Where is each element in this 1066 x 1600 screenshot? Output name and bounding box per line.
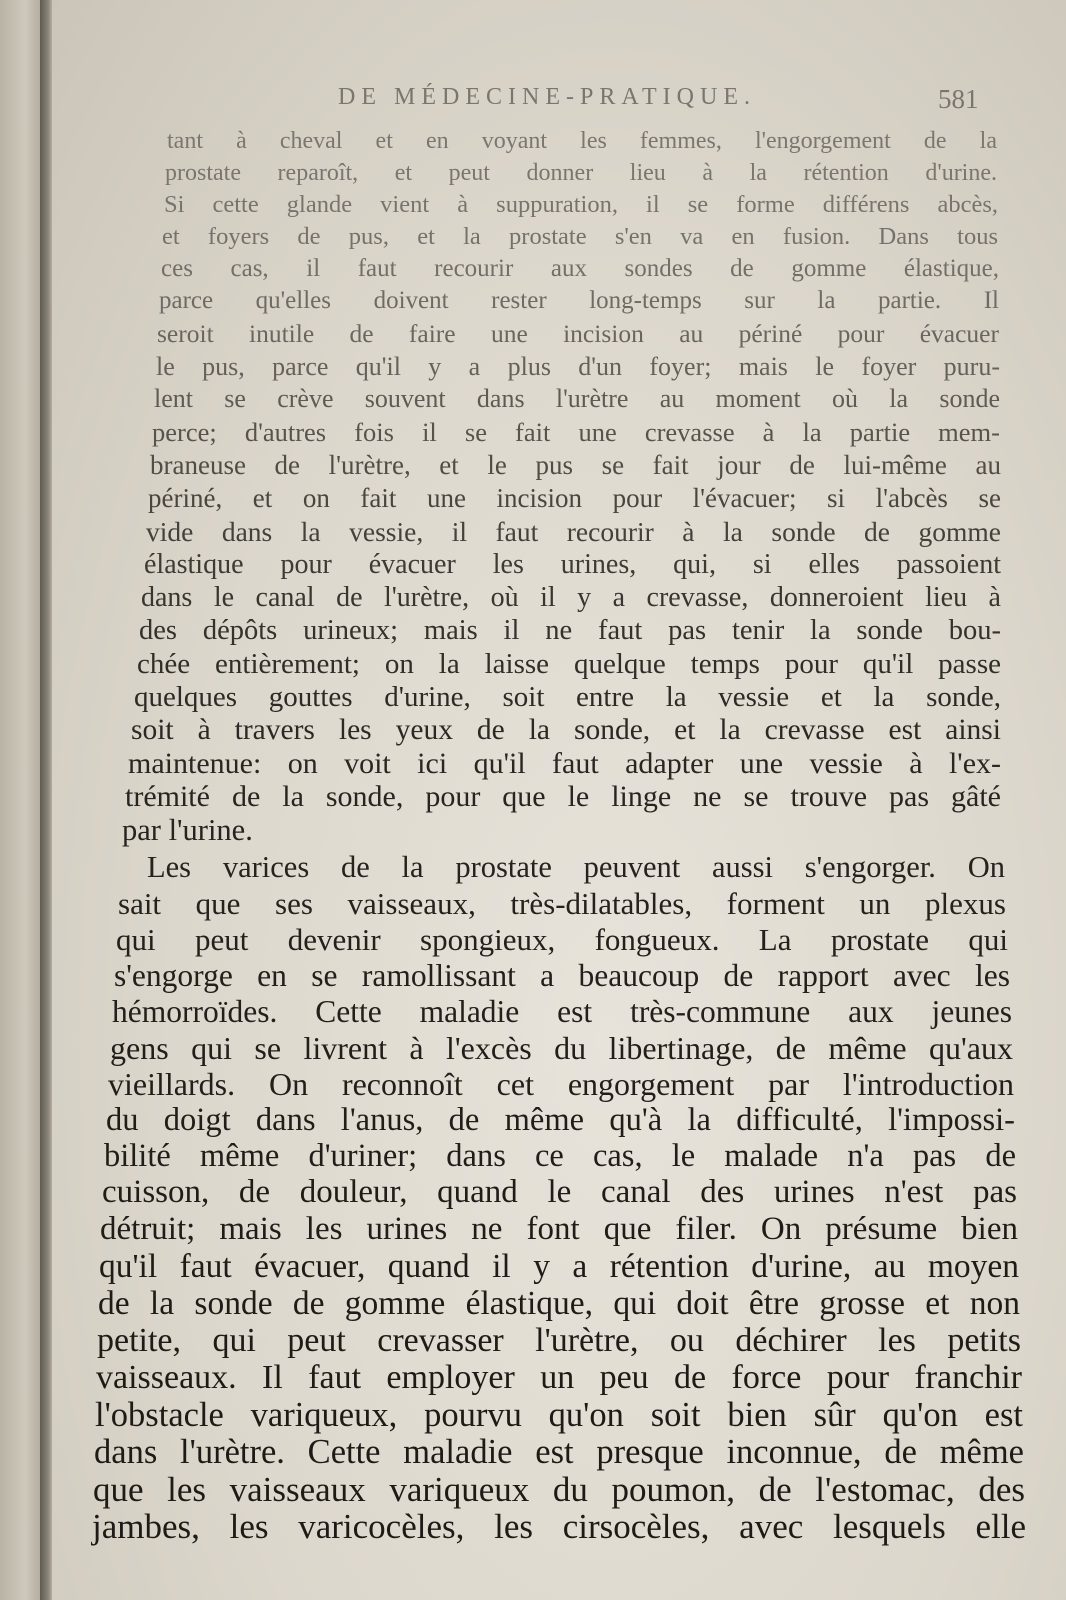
text-line: perce; d'autres fois il se fait une crevasse à la partie mem- [152,417,1000,447]
text-line: parce qu'elles doivent rester long-temps sur la partie. Il [159,287,999,314]
text-line: vieillards. On reconnoît cet engorgement par l'introduction [108,1066,1014,1102]
text-line: bilité même d'uriner; dans ce cas, le malade n'a pas de [104,1138,1016,1174]
text-line: hémorroïdes. Cette maladie est très-commune aux jeunes [112,994,1012,1029]
text-line: ces cas, il faut recourir aux sondes de gomme élastique, [161,255,999,282]
text-line: quelques gouttes d'urine, soit entre la vessie et la sonde, [134,681,1001,713]
text-line: s'engorge en se ramollissant a beaucoup de rapport avec les [114,958,1010,993]
paragraph-first-line: Les varices de la prostate peuvent aussi s'engorger. On [147,850,1005,884]
text-line: sait que ses vaisseaux, très-dilatables, forment un plexus [118,886,1006,921]
page-number: 581 [938,84,979,114]
text-line: Si cette glande vient à suppuration, il se forme différens abcès, [164,191,998,218]
text-line: seroit inutile de faire une incision au périné pour évacuer [157,319,999,348]
text-line: vide dans la vessie, il faut recourir à la sonde de gomme [146,516,1001,547]
text-line: soit à travers les yeux de la sonde, et la crevasse est ainsi [131,714,1001,746]
text-line: petite, qui peut crevasser l'urètre, ou déchirer les petits [97,1322,1021,1359]
text-line: et foyers de pus, et la prostate s'en va en fusion. Dans tous [162,223,998,250]
text-line: jambes, les varicocèles, les cirsocèles, avec lesquels elle [92,1507,1026,1546]
text-line: braneuse de l'urètre, et le pus se fait jour de lui-même au [150,450,1001,480]
text-line: cuisson, de douleur, quand le canal des urines n'est pas [102,1174,1017,1210]
text-line: trémité de la sonde, pour que le linge ne se trouve pas gâté [125,780,1001,813]
text-line: maintenue: on voit ici qu'il faut adapter une vessie à l'ex- [128,747,1001,780]
text-line: l'obstacle variqueux, pourvu qu'on soit bien sûr qu'on est [95,1396,1023,1434]
text-line: prostate reparoît, et peut donner lieu à la rétention d'urine. [165,159,997,186]
book-page [52,0,1066,1600]
text-line: que les vaisseaux variqueux du poumon, de l'estomac, des [93,1470,1025,1509]
text-line: périné, et on fait une incision pour l'évacuer; si l'abcès se [148,483,1001,513]
text-line: le pus, parce qu'il y a plus d'un foyer; mais le foyer puru- [156,351,1000,381]
text-line: qui peut devenir spongieux, fongueux. La prostate qui [116,922,1008,957]
text-line: vaisseaux. Il faut employer un peu de force pour franchir [96,1359,1022,1396]
running-head: DE MÉDECINE-PRATIQUE. [338,84,756,110]
text-line: qu'il faut évacuer, quand il y a rétention d'urine, au moyen [99,1248,1019,1285]
text-line: du doigt dans l'anus, de même qu'à la difficulté, l'impossi- [106,1102,1015,1138]
text-line: tant à cheval et en voyant les femmes, l'engorgement de la [167,128,997,154]
text-line: dans l'urètre. Cette maladie est presque inconnue, de même [94,1433,1024,1471]
text-line: détruit; mais les urines ne font que filer. On présume bien [100,1211,1018,1247]
text-line: lent se crève souvent dans l'urètre au moment où la sonde [154,384,1000,413]
text-line: gens qui se livrent à l'excès du libertinage, de même qu'aux [110,1030,1013,1066]
text-line: dans le canal de l'urètre, où il y a crevasse, donneroient lieu à [141,582,1001,613]
text-line: des dépôts urineux; mais il ne faut pas tenir la sonde bou- [139,615,1001,646]
paragraph-end-line: par l'urine. [122,813,253,847]
text-line: chée entièrement; on la laisse quelque temps pour qu'il passe [137,648,1001,680]
text-line: de la sonde de gomme élastique, qui doit être grosse et non [98,1285,1020,1322]
body-text [92,128,1026,1546]
text-line: élastique pour évacuer les urines, qui, si elles passoient [144,549,1001,580]
page-header [338,84,1058,118]
